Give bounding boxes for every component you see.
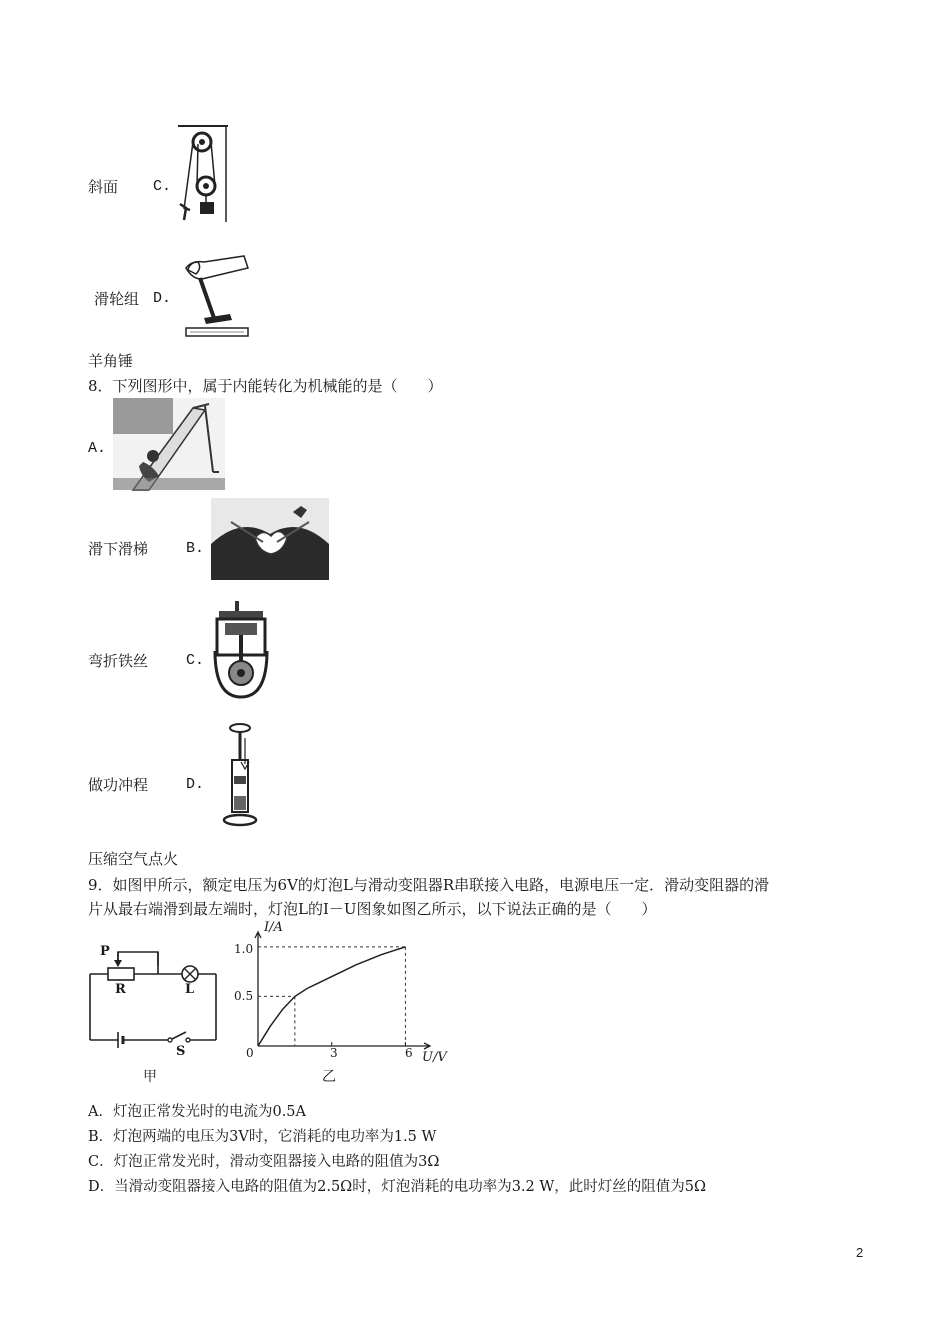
q9-stem-line2: 片从最右端滑到最左端时，灯泡L的I－U图象如图乙所示，以下说法正确的是（ ） bbox=[88, 900, 657, 918]
circuit-label-r: R bbox=[115, 982, 126, 997]
prev-option-d-label: 羊角锤 bbox=[88, 352, 134, 370]
q8-option-d-label: 压缩空气点火 bbox=[88, 850, 179, 868]
q8-option-a-label: 滑下滑梯 bbox=[88, 540, 149, 558]
chart-origin-label: 0 bbox=[246, 1046, 254, 1060]
pulley-system-figure bbox=[176, 124, 236, 224]
q9-option-d: D．当滑动变阻器接入电路的阻值为2.5Ω时，灯泡消耗的电功率为3.2 W，此时灯丝的阻值为5Ω bbox=[88, 1179, 707, 1195]
slide-figure bbox=[113, 398, 225, 490]
chart-x-axis-label: U/V bbox=[422, 1050, 447, 1065]
chart-caption: 乙 bbox=[322, 1069, 336, 1085]
circuit-label-l: L bbox=[185, 982, 195, 997]
circuit-label-s: S bbox=[176, 1044, 186, 1059]
q9-option-c: C．灯泡正常发光时，滑动变阻器接入电路的阻值为3Ω bbox=[88, 1154, 440, 1170]
q9-stem-line1: 9．如图甲所示，额定电压为6V的灯泡L与滑动变阻器R串联接入电路，电源电压一定．滑动变阻器的滑 bbox=[88, 876, 770, 894]
down-arrow-icon bbox=[240, 738, 250, 770]
chart-y-tick-0-5: 0.5 bbox=[234, 989, 254, 1003]
prev-option-c-letter: C. bbox=[153, 178, 172, 195]
q9-option-b: B．灯泡两端的电压为3V时，它消耗的电功率为1.5 W bbox=[88, 1129, 437, 1145]
engine-power-stroke-figure bbox=[209, 601, 273, 701]
prev-option-d-letter: D. bbox=[153, 290, 172, 307]
chart-x-tick-3: 3 bbox=[330, 1046, 338, 1060]
q8-option-c-letter: C. bbox=[186, 652, 205, 669]
chart-x-tick-6: 6 bbox=[405, 1046, 413, 1060]
prev-option-a-label: 斜面 bbox=[88, 178, 119, 196]
q8-option-d-letter: D. bbox=[186, 776, 205, 793]
claw-hammer-figure bbox=[180, 250, 250, 345]
q8-option-a-letter: A. bbox=[88, 440, 107, 457]
q9-option-a: A．灯泡正常发光时的电流为0.5A bbox=[88, 1104, 307, 1120]
bending-wire-figure bbox=[211, 498, 329, 580]
circuit-caption: 甲 bbox=[143, 1069, 157, 1085]
circuit-label-p: P bbox=[100, 944, 110, 959]
chart-y-tick-1-0: 1.0 bbox=[234, 942, 254, 956]
q8-option-b-label: 弯折铁丝 bbox=[88, 652, 149, 670]
circuit-diagram bbox=[88, 940, 228, 1085]
page-number: 2 bbox=[856, 1245, 864, 1260]
prev-option-c-label: 滑轮组 bbox=[94, 290, 140, 308]
chart-iu-curve bbox=[258, 947, 405, 1046]
chart-y-axis-label: I/A bbox=[264, 920, 283, 935]
q8-stem: 8．下列图形中，属于内能转化为机械能的是（ ） bbox=[88, 377, 443, 395]
q8-option-b-letter: B. bbox=[186, 540, 205, 557]
q8-option-c-label: 做功冲程 bbox=[88, 776, 149, 794]
